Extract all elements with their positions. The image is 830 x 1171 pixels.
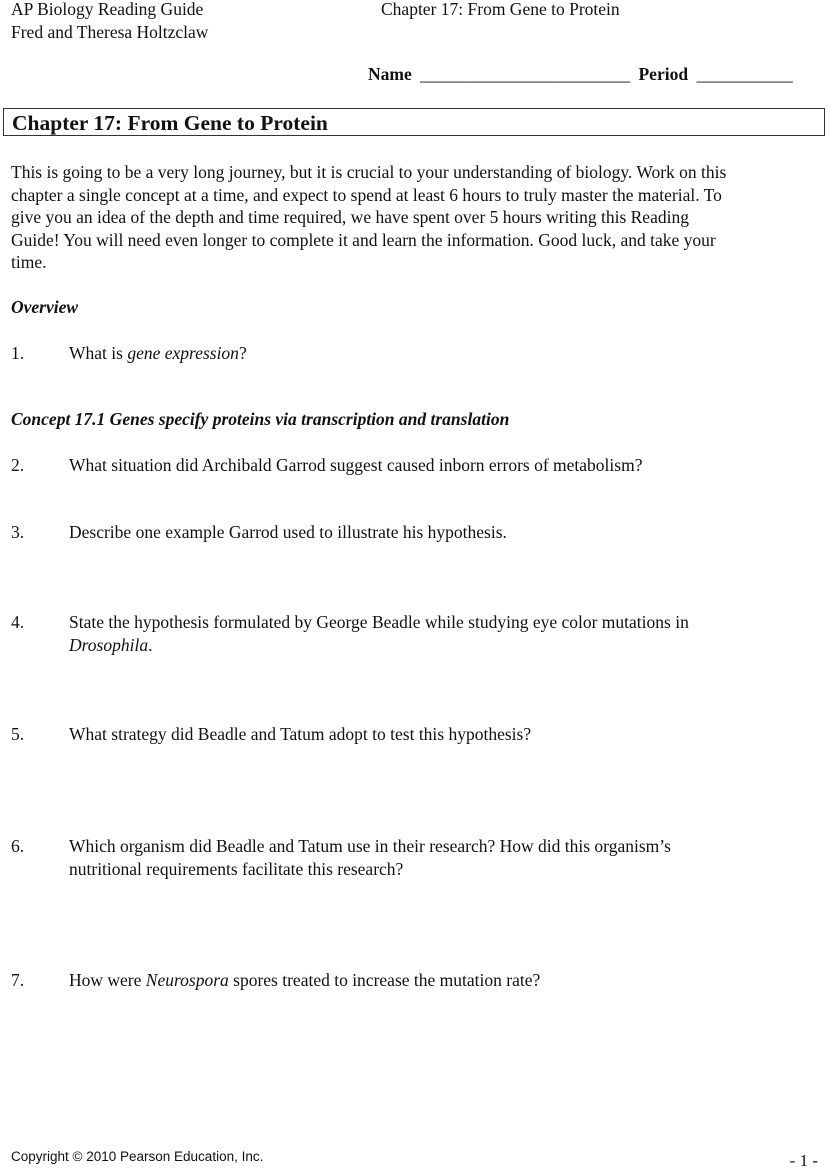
question-text: Which organism did Beadle and Tatum use in their research? How did this organism’s nutritional requirements facilitate this research? (69, 836, 671, 879)
question-text: What situation did Archibald Garrod suggest caused inborn errors of metabolism? (69, 455, 643, 475)
question-text: State the hypothesis formulated by George Beadle while studying eye color mutations in Drosophila. (69, 612, 689, 655)
footer-copyright: Copyright © 2010 Pearson Education, Inc. (11, 1149, 264, 1164)
period-label: Period (638, 64, 689, 84)
question-number: 4. (11, 612, 25, 632)
header-chapter-title: Chapter 17: From Gene to Protein (381, 0, 620, 19)
intro-line: Guide! You will need even longer to complete it and learn the information. Good luck, and take your (11, 229, 716, 250)
name-blank: ________________________ (420, 64, 631, 84)
intro-line: time. (11, 252, 47, 272)
name-label: Name (368, 64, 412, 84)
question-text: What strategy did Beadle and Tatum adopt to test this hypothesis? (69, 724, 532, 744)
question-number: 3. (11, 522, 25, 542)
document-header-left (11, 0, 208, 43)
question-number: 5. (11, 724, 25, 744)
question-term: Drosophila (69, 634, 149, 655)
intro-paragraph (11, 161, 726, 274)
question-text: What is gene expression? (69, 343, 247, 363)
intro-line: chapter a single concept at a time, and expect to spend at least 6 hours to truly master the material. To (11, 184, 722, 205)
question-text: Describe one example Garrod used to illustrate his hypothesis. (69, 522, 507, 542)
question-number: 2. (11, 455, 25, 475)
header-course-title: AP Biology Reading Guide (11, 0, 204, 19)
concept-heading: Concept 17.1 Genes specify proteins via transcription and translation (11, 409, 510, 429)
intro-line: give you an idea of the depth and time required, we have spent over 5 hours writing this Reading (11, 207, 689, 227)
question-number: 7. (11, 970, 25, 990)
question-number: 6. (11, 836, 25, 856)
footer-page-number: - 1 - (789, 1151, 818, 1170)
chapter-title-box (3, 108, 825, 136)
question-text: How were Neurospora spores treated to increase the mutation rate? (69, 970, 541, 990)
overview-heading: Overview (11, 297, 79, 317)
question-term: Neurospora (145, 970, 229, 990)
name-period-line (368, 63, 793, 86)
question-number: 1. (11, 343, 25, 363)
chapter-title: Chapter 17: From Gene to Protein (12, 111, 328, 135)
question-term: gene expression (127, 343, 239, 363)
period-blank: ___________ (696, 64, 793, 84)
header-authors: Fred and Theresa Holtzclaw (11, 21, 209, 42)
intro-line: This is going to be a very long journey, but it is crucial to your understanding of biology. Work on this (11, 162, 727, 182)
